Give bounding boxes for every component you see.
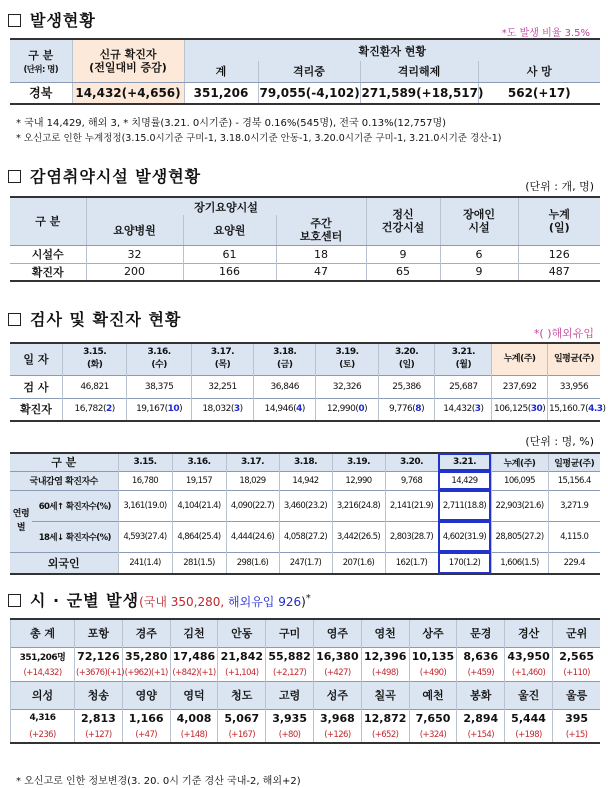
overseas-note: *( )해외유입 [533, 327, 594, 340]
overseas-count: 4.3 [588, 404, 603, 415]
weekday-text: (월) [455, 360, 472, 371]
region-name: 군위 [552, 619, 600, 647]
weekday-text: (화) [86, 360, 103, 371]
col-total: 계 [184, 61, 258, 82]
region-total: 21,842 [218, 647, 266, 665]
isolating-value: 79,055(-4,102) [258, 82, 360, 104]
region-total: 12,872 [361, 709, 409, 727]
dom-value: 19,157 [172, 471, 226, 490]
confirmed-count: 106,125 [493, 404, 528, 415]
date-text: 3.15. [83, 347, 107, 358]
region-name: 구미 [266, 619, 314, 647]
region-increase: (+154) [457, 727, 505, 743]
date-header: 일 자 [10, 343, 62, 375]
region-name: 성주 [313, 681, 361, 709]
under18_v-value: 4,444(24.6) [226, 521, 279, 552]
region-increase: (+126) [313, 727, 361, 743]
foreigner-value: 241(1.4) [118, 552, 172, 574]
date-col-4: 3.19. [332, 453, 385, 471]
date-col-1: 3.16. [172, 453, 226, 471]
outbreak-table [10, 38, 600, 105]
longterm-header: 장기요양시설 [86, 197, 366, 215]
weekday-text: (금) [277, 360, 293, 371]
weekday-text: (토) [339, 360, 355, 371]
dom-value: 14,942 [279, 471, 332, 490]
dom-value: 12,990 [332, 471, 385, 490]
confirmed-count: 18,032 [202, 404, 231, 415]
region-increase: (+236) [11, 727, 75, 743]
region-total: 8,636 [457, 647, 505, 665]
region-total: 17,486 [170, 647, 218, 665]
weekday-text: (수) [151, 360, 167, 371]
age-table [10, 452, 600, 575]
date-col-0: 3.15. [118, 453, 172, 471]
region-increase: (+198) [505, 727, 553, 743]
under18_v-value: 4,058(27.2) [279, 521, 332, 552]
confirmed-label: 확진자 [20, 403, 52, 417]
foreigner-value: 281(1.5) [172, 552, 226, 574]
region-increase: (+498) [361, 665, 409, 681]
col-nursing-home: 요양원 [183, 215, 276, 245]
dom-value: 14,429 [438, 471, 491, 490]
confirmed-count: 14,432 [443, 404, 472, 415]
date-col-3 [254, 343, 316, 375]
over60_v-value: 3,460(23.2) [279, 490, 332, 521]
under18_v-value: 4,864(25.4) [172, 521, 226, 552]
confirmed-value: 12,990(0) [316, 398, 378, 421]
confirmed-value: 15,160.7(4.3) [547, 398, 600, 421]
foreigner-label: 외국인 [10, 552, 118, 574]
date-text: 누계(주) [503, 353, 536, 364]
confirmed-value: 9,776(8) [378, 398, 435, 421]
confirmed-count: 15,160.7 [548, 404, 586, 415]
date-col-5 [378, 343, 435, 375]
region-name: 포항 [75, 619, 123, 647]
test-value: 38,375 [127, 375, 191, 398]
confirmed-value: 16,782(2) [62, 398, 126, 421]
gubun-header: 구 분 [10, 197, 86, 245]
over60_v-value: 3,161(19.0) [118, 490, 172, 521]
region-increase: (+47) [122, 727, 170, 743]
region-total: 12,396 [361, 647, 409, 665]
region-increase: (+167) [218, 727, 266, 743]
region-name: 상주 [409, 619, 457, 647]
region-name: 영양 [122, 681, 170, 709]
region-total: 4,316 [11, 709, 75, 727]
over60_v-value: 2,711(18.8) [438, 490, 491, 521]
region-name: 칠곡 [361, 681, 409, 709]
region-total: 2,565 [552, 647, 600, 665]
over60-label: 60세↑ 확진자수(%) [32, 490, 118, 521]
section-title-facilities: 감염취약시설 발생현황 [8, 164, 201, 187]
date-col-8: 일평균(주) [548, 453, 600, 471]
region-note: * 오신고로 인한 정보변경(3. 20. 0시 기준 경산 국내-2, 해외+2) [16, 776, 301, 787]
section-title-outbreak: 발생현황 [8, 8, 96, 31]
col-isolating: 격리중 [258, 61, 360, 82]
section-title-regions: 시 · 군별 발생(국내 350,280, 해외유입 926)* [8, 588, 311, 611]
region-total: 16,380 [313, 647, 361, 665]
domestic-label: 국내감염 확진자수 [10, 471, 118, 490]
ratio-note: *도 발생 비율 3.5% [501, 28, 590, 39]
region-increase: (+1,104) [218, 665, 266, 681]
under18_v-value: 3,442(26.5) [332, 521, 385, 552]
checkbox-icon [8, 14, 21, 27]
under18_v-value: 4,593(27.4) [118, 521, 172, 552]
date-col-6: 3.21. [438, 453, 491, 471]
foreigner-value: 247(1.7) [279, 552, 332, 574]
date-text: 3.21. [451, 347, 475, 358]
test-value: 25,687 [435, 375, 492, 398]
foreigner-value: 298(1.6) [226, 552, 279, 574]
confirmed-count: 12,990 [326, 404, 356, 415]
deaths-value: 562(+17) [478, 82, 600, 104]
note-fatality: * 국내 14,429, 해외 3, * 치명률(3.21. 0시기준) - 경북 0.16%(545명), 전국 0.13%(12,757명) [16, 118, 447, 129]
note-correction: * 오신고로 인한 누계정정(3.15.0시기준 구미-1, 3.18.0시기준 안동-1, 3.20.0시기준 구미-1, 3.21.0시기준 경산-1) [16, 133, 502, 144]
region-increase: (+148) [170, 727, 218, 743]
overseas-count: 2 [106, 404, 112, 415]
region-name: 경산 [505, 619, 553, 647]
under18_v-value: 2,803(28.7) [385, 521, 438, 552]
col-released: 격리해제 [360, 61, 478, 82]
region-total: 55,882 [266, 647, 314, 665]
date-text: 일평균(주) [553, 353, 594, 364]
region-total: 72,126 [75, 647, 123, 665]
col-daycare: 주간 보호센터 [276, 215, 366, 245]
dom-value: 106,095 [491, 471, 548, 490]
region-total: 1,166 [122, 709, 170, 727]
region-increase: (+962)(+1) [122, 665, 170, 681]
region-total: 35,280 [122, 647, 170, 665]
under18-label: 18세↓ 확진자수(%) [32, 521, 118, 552]
overseas-count: 3 [233, 404, 240, 415]
regions-table [10, 618, 600, 744]
section-title-tests: 검사 및 확진자 현황 [8, 307, 181, 330]
overseas-count: 3 [474, 404, 481, 415]
under18_v-value: 4,602(31.9) [438, 521, 491, 552]
new-cases-header: 신규 확진자 (전일대비 증감) [72, 39, 184, 82]
confirmed-value: 106,125(30) [492, 398, 548, 421]
region-increase: (+2,127) [266, 665, 314, 681]
date-col-7 [492, 343, 548, 375]
date-text: 3.17. [210, 347, 235, 358]
gubun-header: 구 분 (단위: 명) [10, 39, 72, 82]
date-text: 3.16. [147, 347, 171, 358]
region-name: 총 계 [11, 619, 75, 647]
confirmed-value: 19,167(10) [127, 398, 191, 421]
over60_v-value: 2,141(21.9) [385, 490, 438, 521]
region-increase: (+459) [457, 665, 505, 681]
dom-value: 9,768 [385, 471, 438, 490]
date-col-0 [62, 343, 126, 375]
overseas-count: 10 [167, 404, 180, 415]
region-total: 3,968 [313, 709, 361, 727]
date-col-7: 누계(주) [491, 453, 548, 471]
dom-value: 16,780 [118, 471, 172, 490]
region-total: 10,135 [409, 647, 457, 665]
region-increase: (+14,432) [11, 665, 75, 681]
col-mental: 정신 건강시설 [366, 197, 440, 245]
over60_v-value: 3,271.9 [548, 490, 600, 521]
tests-table [10, 342, 606, 422]
confirmed-value: 14,946(4) [254, 398, 316, 421]
region-total: 2,894 [457, 709, 505, 727]
region-name: 고령 [266, 681, 314, 709]
region-name: 영천 [361, 619, 409, 647]
date-col-3: 3.18. [279, 453, 332, 471]
overseas-count: 30 [530, 404, 543, 415]
region-name: 문경 [457, 619, 505, 647]
test-value: 32,326 [316, 375, 378, 398]
date-text: 3.18. [273, 347, 297, 358]
over60_v-value: 3,216(24.8) [332, 490, 385, 521]
region-name: 김천 [170, 619, 218, 647]
confirmed-count: 9,776 [389, 404, 413, 415]
test-value: 36,846 [254, 375, 316, 398]
checkbox-icon [8, 594, 21, 607]
date-col-2: 3.17. [226, 453, 279, 471]
dom-value: 15,156.4 [548, 471, 600, 490]
over60_v-value: 4,090(22.7) [226, 490, 279, 521]
col-hospital: 요양병원 [86, 215, 183, 245]
region-total: 351,206명 [11, 647, 75, 665]
under18_v-value: 4,115.0 [548, 521, 600, 552]
test-value: 32,251 [191, 375, 253, 398]
region-increase: (+3676)(+1) [75, 665, 123, 681]
region-total: 5,444 [505, 709, 553, 727]
unit-note-2: (단위 : 명, %) [525, 435, 594, 448]
row-facility-count: 시설수 32 61 18 9 6 126 [10, 245, 600, 263]
weekday-text: (일) [398, 360, 415, 371]
region-name: 울진 [505, 681, 553, 709]
test-value: 237,692 [492, 375, 548, 398]
col-deaths: 사 망 [478, 61, 600, 82]
region-total: 43,950 [505, 647, 553, 665]
test-value: 33,956 [547, 375, 600, 398]
region-name: 경주 [122, 619, 170, 647]
region-total: 3,935 [266, 709, 314, 727]
region-increase: (+490) [409, 665, 457, 681]
date-col-2 [191, 343, 253, 375]
age-label: 연령별 [10, 490, 32, 552]
over60_v-value: 22,903(21.6) [491, 490, 548, 521]
date-col-8 [547, 343, 600, 375]
region-increase: (+427) [313, 665, 361, 681]
test-value: 25,386 [378, 375, 435, 398]
confirmed-value: 18,032(3) [191, 398, 253, 421]
date-text: 3.19. [335, 347, 359, 358]
facilities-table [10, 196, 600, 282]
foreigner-value: 170(1.2) [438, 552, 491, 574]
region-total: 2,813 [75, 709, 123, 727]
region-increase: (+127) [75, 727, 123, 743]
region-increase: (+652) [361, 727, 409, 743]
date-col-4 [316, 343, 378, 375]
checkbox-icon [8, 313, 21, 326]
region-total: 5,067 [218, 709, 266, 727]
region-total: 4,008 [170, 709, 218, 727]
overseas-count: 8 [415, 404, 422, 415]
dom-value: 18,029 [226, 471, 279, 490]
region-name: 청송 [75, 681, 123, 709]
date-col-5: 3.20. [385, 453, 438, 471]
region-total: 395 [552, 709, 600, 727]
overseas-count: 0 [358, 404, 365, 415]
region-name: 청도 [218, 681, 266, 709]
test-value: 46,821 [62, 375, 126, 398]
region-increase: (+1,460) [505, 665, 553, 681]
col-disabled: 장애인 시설 [440, 197, 518, 245]
confirmed-count: 19,167 [136, 404, 165, 415]
region-name: 영주 [313, 619, 361, 647]
new-cases-value: 14,432(+4,656) [72, 82, 184, 104]
region-name: 예천 [409, 681, 457, 709]
checkbox-icon [8, 170, 21, 183]
row-label: 경북 [29, 86, 53, 101]
confirmed-count: 14,946 [264, 404, 294, 415]
foreigner-value: 207(1.6) [332, 552, 385, 574]
unit-note: (단위 : 개, 명) [525, 180, 594, 193]
confirmed-value: 14,432(3) [435, 398, 492, 421]
region-increase: (+842)(+1) [170, 665, 218, 681]
total-value: 351,206 [184, 82, 258, 104]
foreigner-value: 1,606(1.5) [491, 552, 548, 574]
region-name: 의성 [11, 681, 75, 709]
region-increase: (+324) [409, 727, 457, 743]
weekday-text: (목) [214, 360, 231, 371]
row-confirmed: 확진자 200 166 47 65 9 487 [10, 263, 600, 281]
date-col-6 [435, 343, 492, 375]
confirmed-count: 16,782 [74, 404, 104, 415]
status-header: 확진환자 현황 [184, 39, 600, 61]
over60_v-value: 4,104(21.4) [172, 490, 226, 521]
foreigner-value: 162(1.7) [385, 552, 438, 574]
region-name: 봉화 [457, 681, 505, 709]
region-name: 울릉 [552, 681, 600, 709]
released-value: 271,589(+18,517) [360, 82, 478, 104]
date-col-1 [127, 343, 191, 375]
region-increase: (+15) [552, 727, 600, 743]
region-total: 7,650 [409, 709, 457, 727]
region-name: 영덕 [170, 681, 218, 709]
overseas-count: 4 [296, 404, 302, 415]
region-name: 안동 [218, 619, 266, 647]
gubun-header: 구 분 [10, 453, 118, 471]
date-text: 3.20. [394, 347, 419, 358]
under18_v-value: 28,805(27.2) [491, 521, 548, 552]
foreigner-value: 229.4 [548, 552, 600, 574]
tests-label: 검 사 [23, 380, 49, 394]
region-increase: (+80) [266, 727, 314, 743]
col-cumulative: 누계 (일) [518, 197, 600, 245]
region-increase: (+110) [552, 665, 600, 681]
